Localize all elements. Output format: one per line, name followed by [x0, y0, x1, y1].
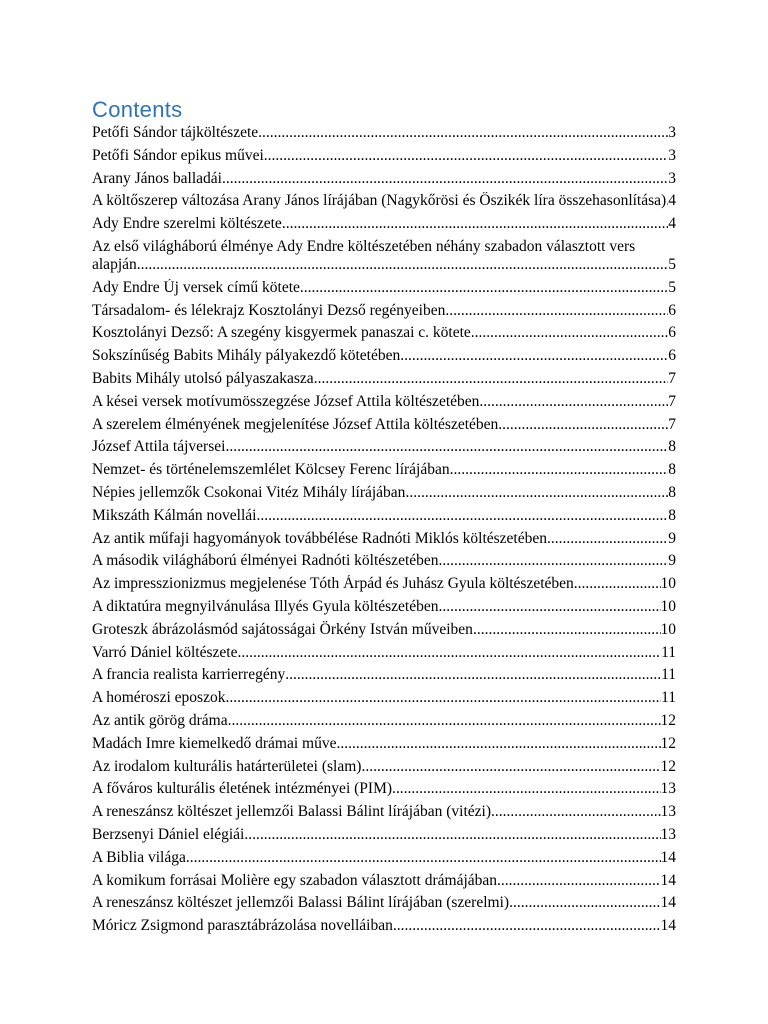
toc-entry-page-number: 7: [668, 415, 676, 433]
toc-entry: [92, 735, 676, 753]
toc-entry-title: A reneszánsz költészet jellemzői Balassi Bálint lírájában (vitézi) .....: [92, 803, 491, 820]
toc-entry-page-number: 13: [660, 803, 676, 821]
toc-entry-title: Berzsenyi Dániel elégiái .....: [92, 826, 244, 843]
toc-entry-title: Az antik műfaji hagyományok továbbélése Radnóti Miklós költészetében .....: [92, 530, 547, 547]
toc-entry: [92, 758, 676, 776]
toc-entry-page-number: 14: [660, 871, 676, 889]
toc-entry: [92, 780, 676, 798]
toc-entry-page-number: 5: [668, 255, 676, 273]
toc-entry: [92, 666, 676, 684]
toc-entry-title: A kései versek motívumösszegzése József Attila költészetében .....: [92, 393, 479, 410]
toc-entry-page-number: 10: [660, 597, 676, 615]
toc-entry: [92, 803, 676, 821]
toc-entry-page-number: 6: [668, 301, 676, 319]
toc-entry-title: Sokszínűség Babits Mihály pályakezdő kötetében .....: [92, 347, 400, 364]
toc-entry-page-number: 10: [660, 620, 676, 638]
toc-entry-page-number: 14: [660, 917, 676, 935]
toc-entry-title: Ady Endre szerelmi költészete .....: [92, 215, 282, 232]
toc-entry-title: Az első világháború élménye Ady Endre költészetében néhány szabadon választott vers alapján .....: [92, 238, 635, 273]
toc-entry-title: Groteszk ábrázolásmód sajátosságai Örkény István műveiben .....: [92, 621, 473, 638]
toc-entry: [92, 279, 676, 297]
toc-entry-title: A költőszerep változása Arany János lírájában (Nagykőrösi és Őszikék líra összehasonlítása) .....: [92, 192, 666, 209]
toc-entry: [92, 530, 676, 548]
toc-entry: [92, 393, 676, 411]
toc-entry-page-number: 8: [668, 438, 676, 456]
toc-entry-page-number: 6: [668, 347, 676, 365]
toc-entry-title: A homéroszi eposzok .....: [92, 689, 225, 706]
toc-entry-title: A reneszánsz költészet jellemzői Balassi Bálint lírájában (szerelmi) .....: [92, 894, 509, 911]
toc-entry: [92, 370, 676, 388]
toc-entry-page-number: 7: [668, 392, 676, 410]
toc-entry: [92, 575, 676, 593]
table-of-contents: [92, 124, 676, 940]
toc-entry-page-number: 8: [668, 461, 676, 479]
toc-entry-page-number: 6: [668, 324, 676, 342]
toc-entry-page-number: 9: [668, 552, 676, 570]
toc-entry-page-number: 9: [668, 529, 676, 547]
toc-entry-page-number: 12: [660, 711, 676, 729]
toc-entry-title: Varró Dániel költészete .....: [92, 644, 237, 661]
toc-entry: [92, 826, 676, 844]
toc-entry: [92, 324, 676, 342]
toc-entry-page-number: 13: [660, 780, 676, 798]
toc-entry-page-number: 3: [668, 169, 676, 187]
toc-entry-page-number: 12: [660, 734, 676, 752]
toc-entry-title: A Biblia világa .....: [92, 849, 186, 866]
toc-entry-page-number: 13: [660, 825, 676, 843]
toc-entry: [92, 147, 676, 165]
toc-entry-page-number: 10: [660, 575, 676, 593]
toc-entry: [92, 552, 676, 570]
toc-entry-page-number: 4: [668, 215, 676, 233]
toc-entry: [92, 689, 676, 707]
toc-entry-page-number: 3: [668, 146, 676, 164]
toc-entry-title: Népies jellemzők Csokonai Vitéz Mihály lírájában .....: [92, 484, 405, 501]
toc-entry-page-number: 5: [668, 278, 676, 296]
toc-entry: [92, 644, 676, 662]
toc-entry-page-number: 8: [668, 506, 676, 524]
toc-entry: [92, 507, 676, 525]
toc-entry: [92, 894, 676, 912]
toc-entry-page-number: 7: [668, 369, 676, 387]
toc-entry: [92, 170, 676, 188]
toc-entry-page-number: 8: [668, 483, 676, 501]
toc-entry: [92, 461, 676, 479]
toc-entry-page-number: 12: [660, 757, 676, 775]
toc-entry-title: Kosztolányi Dezső: A szegény kisgyermek panaszai c. kötete .....: [92, 324, 471, 341]
toc-entry-page-number: 11: [661, 666, 676, 684]
toc-entry-page-number: 11: [661, 689, 676, 707]
toc-entry-title: Arany János balladái .....: [92, 170, 222, 187]
toc-entry-title: A második világháború élményei Radnóti költészetében .....: [92, 552, 439, 569]
toc-entry-title: Az impresszionizmus megjelenése Tóth Árpád és Juhász Gyula költészetében .....: [92, 575, 574, 592]
toc-entry-page-number: 14: [660, 848, 676, 866]
toc-entry: [92, 872, 676, 890]
toc-entry: [92, 849, 676, 867]
toc-entry-title: Az irodalom kulturális határterületei (slam) .....: [92, 758, 361, 775]
toc-entry-page-number: 3: [668, 124, 676, 141]
toc-entry-title: Babits Mihály utolsó pályaszakasza .....: [92, 370, 314, 387]
toc-entry: [92, 621, 676, 639]
toc-entry: [92, 302, 676, 320]
toc-entry-title: Mikszáth Kálmán novellái .....: [92, 507, 256, 524]
contents-heading: Contents: [92, 97, 183, 122]
toc-entry: [92, 917, 676, 935]
toc-entry-title: Ady Endre Új versek című kötete .....: [92, 279, 300, 296]
toc-entry: [92, 215, 676, 233]
toc-entry-title: A diktatúra megnyilvánulása Illyés Gyula költészetében .....: [92, 598, 439, 615]
toc-entry-title: Móricz Zsigmond parasztábrázolása novelláiban .....: [92, 917, 393, 934]
toc-entry: [92, 238, 676, 274]
toc-entry-title: Petőfi Sándor epikus művei .....: [92, 147, 264, 164]
toc-entry-title: Társadalom- és lélekrajz Kosztolányi Dezső regényeiben .....: [92, 302, 445, 319]
toc-entry-title: A főváros kulturális életének intézményei (PIM) .....: [92, 780, 392, 797]
toc-entry-page-number: 14: [660, 894, 676, 912]
toc-entry: [92, 598, 676, 616]
toc-entry: [92, 192, 676, 210]
toc-entry-title: A francia realista karrierregény .....: [92, 666, 285, 683]
toc-entry-title: Nemzet- és történelemszemlélet Kölcsey Ferenc lírájában .....: [92, 461, 450, 478]
toc-entry-title: A komikum forrásai Molière egy szabadon választott drámájában .....: [92, 872, 497, 889]
toc-entry-title: József Attila tájversei .....: [92, 438, 225, 455]
toc-entry-page-number: 4: [668, 192, 676, 210]
toc-entry-title: Madách Imre kiemelkedő drámai műve .....: [92, 735, 336, 752]
toc-entry-page-number: 11: [661, 643, 676, 661]
toc-entry-title: Az antik görög dráma .....: [92, 712, 228, 729]
toc-entry: [92, 416, 676, 434]
toc-entry: [92, 438, 676, 456]
toc-entry: [92, 347, 676, 365]
toc-entry-title: A szerelem élményének megjelenítése József Attila költészetében .....: [92, 416, 498, 433]
toc-entry: [92, 124, 676, 142]
toc-entry: [92, 712, 676, 730]
toc-entry-title: Petőfi Sándor tájköltészete .....: [92, 124, 258, 141]
toc-entry: [92, 484, 676, 502]
